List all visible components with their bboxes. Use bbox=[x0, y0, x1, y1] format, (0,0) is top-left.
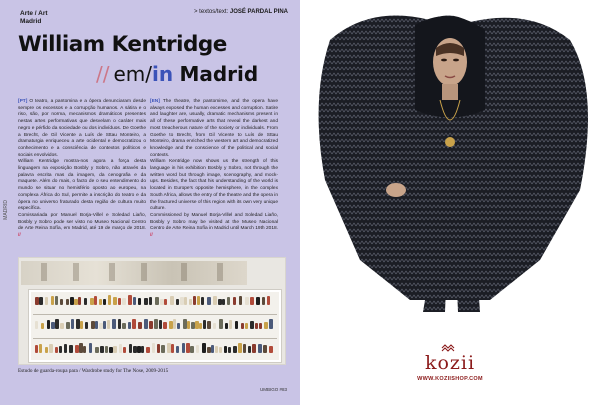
artwork-top-strip bbox=[21, 261, 247, 285]
miniature-figure bbox=[39, 297, 43, 305]
pt-endmark: // bbox=[18, 233, 21, 239]
miniature-figure bbox=[122, 298, 126, 305]
miniature-figure bbox=[161, 345, 165, 353]
miniature-figure bbox=[51, 296, 54, 305]
miniature-figure bbox=[103, 299, 106, 305]
miniature-figure bbox=[149, 321, 153, 329]
miniature-figure bbox=[219, 319, 223, 329]
miniature-figure bbox=[113, 346, 117, 353]
right-page-advertisement bbox=[300, 0, 600, 405]
miniature-figure bbox=[159, 320, 162, 329]
miniature-figure bbox=[152, 343, 155, 353]
pt-language-tag: [PT] bbox=[18, 99, 28, 104]
pt-paragraph-2: William Kentridge mostra-nos agora a força desta linguagem na exposição Bosbly y Sobro, não através da palavra escrita mas da imagem, da cenografia e da maquete. Além do mais, o facto de o seu entendimento do mundo se situar no hemisfério oposto ao europeu, na complexa África do Sul, permite a inscrição do teatro e da ópera no universo fraturado desta região de cultura muito específica. bbox=[18, 159, 146, 212]
miniature-figure bbox=[146, 347, 150, 353]
miniature-figure bbox=[250, 321, 254, 329]
miniature-figure bbox=[133, 297, 136, 305]
miniature-figure bbox=[197, 296, 200, 305]
miniature-figure bbox=[252, 344, 256, 353]
miniature-figure bbox=[190, 346, 194, 353]
miniature-figure bbox=[184, 297, 187, 305]
miniature-figure bbox=[118, 319, 121, 329]
miniature-figure bbox=[60, 323, 64, 329]
miniature-figure bbox=[245, 297, 249, 305]
miniature-figure bbox=[71, 319, 74, 329]
miniature-figure bbox=[233, 346, 237, 353]
miniature-figure bbox=[154, 319, 158, 329]
en-endmark: // bbox=[150, 233, 153, 239]
miniature-figure bbox=[144, 319, 148, 329]
miniature-figure bbox=[157, 344, 160, 353]
miniature-figure bbox=[49, 344, 53, 353]
miniature-figure bbox=[171, 344, 174, 353]
miniature-figure bbox=[108, 295, 111, 305]
miniature-figure bbox=[235, 321, 238, 329]
miniature-figure bbox=[233, 297, 236, 305]
miniature-figure bbox=[45, 347, 48, 353]
miniature-figure bbox=[84, 298, 87, 305]
section-label-city: Madrid bbox=[20, 18, 42, 25]
en-p1-text: The theatre, the pantomime, and the opera have always exposed the human excesses and corruption. Satire and laughter are, usually, dramatic mechanisms present in all of these performative arts that reveal the darkest and most treacherous nature of the society or individuals. From Goethe to Brecht, from Gil Vicente to Luís de Sttau Monteiro, drama enriched the western art and democratized knowledge and the conscience of the political and social contexts. bbox=[150, 99, 279, 158]
miniature-figure bbox=[39, 344, 42, 353]
miniature-figure bbox=[128, 295, 132, 305]
artwork-image bbox=[18, 257, 286, 365]
miniature-figure bbox=[66, 322, 70, 329]
miniature-figure bbox=[222, 299, 225, 305]
credit-author: JOSÉ PARDAL PINA bbox=[229, 9, 288, 15]
miniature-figure bbox=[207, 321, 211, 329]
miniature-figure bbox=[35, 345, 38, 353]
miniature-figure bbox=[144, 298, 148, 305]
miniature-figure bbox=[255, 323, 258, 329]
miniature-figure bbox=[119, 344, 122, 353]
subhead-in: in bbox=[152, 62, 174, 86]
miniature-figure bbox=[64, 344, 67, 353]
en-paragraph-3 bbox=[150, 213, 278, 240]
miniature-figure bbox=[250, 297, 254, 305]
subhead-slashes: // bbox=[96, 62, 110, 86]
miniature-figure bbox=[259, 323, 262, 329]
miniature-figure bbox=[80, 321, 83, 329]
miniature-figure bbox=[219, 347, 222, 353]
fashion-photo bbox=[300, 0, 600, 312]
article-subhead bbox=[96, 62, 258, 86]
miniature-figure bbox=[199, 323, 202, 329]
miniature-figure bbox=[238, 343, 242, 353]
miniature-figure bbox=[225, 323, 228, 329]
miniature-figure bbox=[113, 297, 117, 305]
miniature-figure bbox=[269, 346, 273, 353]
miniature-figure bbox=[229, 320, 232, 329]
miniature-figure bbox=[138, 298, 141, 305]
miniature-figure bbox=[239, 296, 242, 305]
en-paragraph-2: William Kentridge now shows us the strength of this language in his exhibition Bosbly y Sobro, not through the written word but through image, scenography, and mock-ups. Besides, the fact that his understanding of the world is located in Europe's opposite hemisphere, in the complex South Africa, allows the entry of the theatre and the opera in the fractured universe of this region with its own very unique culture. bbox=[150, 159, 278, 212]
pt-paragraph-1 bbox=[18, 99, 146, 159]
miniature-figure bbox=[170, 296, 174, 305]
pt-p1-text: O teatro, a pantomina e a ópera denunciaram desde sempre os excessos e a corrupção humanos. A sátira e o riso, são, por norma, mecanismos dramáticos presentes nestas artes performativas que desvelam o caráter mais negro e pérfido da sociedade ou dos indivíduos. De Goethe a Brecht, de Gil Vicente a Luís de Sttau Monteiro, a dramaturgia enriqueceu a arte ocidental e democratizou o conhecimento e a consciência de contextos políticos e sociais envolvidos. bbox=[18, 99, 146, 158]
section-label-category: Arte / Art bbox=[20, 10, 48, 17]
miniature-figure bbox=[155, 297, 159, 305]
miniature-figure bbox=[269, 319, 273, 329]
miniature-figure bbox=[245, 323, 248, 329]
miniature-figure bbox=[141, 346, 144, 353]
author-credit bbox=[194, 9, 288, 15]
miniature-figure bbox=[227, 297, 230, 305]
en-paragraph-1 bbox=[150, 99, 278, 159]
miniature-figure bbox=[202, 343, 206, 353]
miniature-figure bbox=[196, 345, 199, 353]
miniature-figure bbox=[211, 345, 214, 353]
miniature-figure bbox=[176, 346, 179, 353]
miniature-figure bbox=[228, 347, 231, 353]
miniature-figure bbox=[187, 321, 190, 329]
en-language-tag: [EN] bbox=[150, 99, 160, 104]
miniature-figure bbox=[55, 347, 58, 353]
miniature-figure bbox=[45, 297, 48, 305]
artwork-display-case bbox=[29, 290, 281, 362]
miniature-figure bbox=[118, 298, 121, 305]
subhead-em: em/ bbox=[113, 62, 153, 86]
miniature-figure bbox=[85, 322, 88, 329]
miniature-figure bbox=[78, 297, 81, 305]
miniature-figure bbox=[248, 346, 251, 353]
article-headline: William Kentridge bbox=[18, 32, 227, 57]
pt-paragraph-3 bbox=[18, 213, 146, 240]
miniature-figure bbox=[66, 299, 69, 305]
miniature-figure bbox=[123, 347, 126, 353]
miniature-figure bbox=[258, 344, 262, 353]
miniature-figure bbox=[207, 297, 211, 305]
miniature-figure bbox=[163, 322, 167, 329]
miniature-figure bbox=[107, 320, 110, 329]
miniature-figure bbox=[164, 299, 167, 305]
miniature-figure bbox=[41, 323, 44, 329]
credit-prefix: > textos/text: bbox=[194, 9, 229, 15]
miniature-figure bbox=[262, 297, 265, 305]
article-column-pt bbox=[18, 99, 146, 240]
miniature-figure bbox=[173, 319, 176, 329]
pt-p3-text: Comissariada por Manuel Borja-Villel e Soledad Liaño, Bosbly y Sobro pode ser visto no Museo Nacional Centro de Arte Reina Sofía, em Madrid, até 19 de março de 2018. bbox=[18, 212, 146, 232]
miniature-figure bbox=[55, 319, 59, 329]
miniature-figure bbox=[264, 322, 268, 329]
miniature-figure bbox=[94, 296, 97, 305]
miniature-figure bbox=[89, 343, 92, 353]
miniature-figure bbox=[105, 346, 108, 353]
brand-logo-text: kozii bbox=[424, 352, 476, 374]
miniature-figure bbox=[55, 296, 58, 305]
artwork-caption: Estudo de guarda-roupa para / Wardrobe study for The Nose, 2009-2015 bbox=[18, 368, 169, 374]
miniature-figure bbox=[69, 345, 73, 353]
miniature-figure bbox=[201, 297, 204, 305]
miniature-figure bbox=[243, 344, 246, 353]
page-folio: UMBIGO #83 bbox=[260, 387, 288, 392]
miniature-figure bbox=[189, 299, 192, 305]
miniature-figure bbox=[83, 346, 86, 353]
miniature-figure bbox=[149, 297, 152, 305]
article-column-en bbox=[150, 99, 278, 240]
miniature-figure bbox=[193, 296, 196, 305]
miniature-figure bbox=[138, 322, 142, 329]
brand-url[interactable]: WWW.KOZIISHOP.COM bbox=[417, 376, 483, 382]
miniature-figure bbox=[128, 322, 131, 329]
miniature-figure bbox=[256, 297, 260, 305]
miniature-figure bbox=[129, 344, 132, 353]
miniature-figure bbox=[203, 320, 206, 329]
miniature-figure bbox=[99, 299, 102, 305]
miniature-figure bbox=[267, 296, 270, 305]
side-folio: MADRID bbox=[3, 200, 9, 220]
miniature-figure bbox=[263, 345, 267, 353]
miniature-figure bbox=[95, 347, 99, 353]
miniature-figure bbox=[95, 321, 98, 329]
miniature-figure bbox=[112, 319, 116, 329]
miniature-figure bbox=[60, 299, 63, 305]
miniature-figure bbox=[177, 323, 180, 329]
miniature-figure bbox=[35, 321, 38, 329]
en-p3-text: Commissioned by Manuel Borja-Villel and Soledad Liaño, Bosbly y Sobro may be visited at the Museo Nacional Centro de Arte Reina Sofía in Madrid until March 19th 2018. bbox=[150, 212, 278, 232]
miniature-figure bbox=[47, 320, 50, 329]
miniature-figure bbox=[182, 343, 185, 353]
section-label bbox=[20, 10, 48, 26]
miniature-figure bbox=[132, 319, 136, 329]
miniature-figure bbox=[59, 346, 62, 353]
miniature-figure bbox=[103, 321, 106, 329]
miniature-figure bbox=[100, 346, 104, 353]
miniature-figure bbox=[241, 323, 244, 329]
miniature-figure bbox=[215, 346, 218, 353]
miniature-figure bbox=[213, 296, 217, 305]
miniature-figure bbox=[122, 323, 126, 329]
miniature-figure bbox=[176, 299, 179, 305]
miniature-figure bbox=[213, 323, 216, 329]
miniature-figure bbox=[224, 346, 227, 353]
subhead-madrid: Madrid bbox=[179, 62, 259, 86]
